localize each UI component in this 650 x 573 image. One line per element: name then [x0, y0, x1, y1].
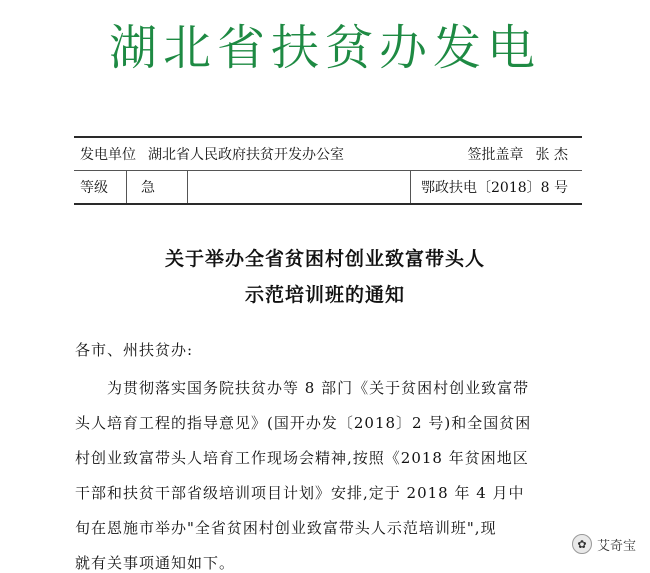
paw-icon: ✿	[572, 534, 592, 554]
watermark	[572, 534, 636, 554]
body-line: 村创业致富带头人培育工作现场会精神,按照《2018 年贫困地区	[75, 449, 529, 467]
priority-spacer	[187, 171, 410, 203]
document-title-line-1: 关于举办全省贫困村创业致富带头人	[164, 248, 485, 270]
telegram-header-title: 湖北省扶贫办发电	[108, 20, 541, 76]
body-line: 为贯彻落实国务院扶贫办等 8 部门《关于贫困村创业致富带	[107, 379, 530, 397]
signer-value: 张 杰	[535, 147, 568, 163]
signer-label: 签批盖章	[467, 147, 524, 163]
document-title-line-2: 示范培训班的通知	[244, 284, 405, 306]
body-line: 干部和扶贫干部省级培训项目计划》安排,定于 2018 年 4 月中	[75, 484, 525, 502]
metadata-table	[74, 136, 582, 205]
watermark-text: 艾奇宝	[596, 538, 636, 554]
body-line: 就有关事项通知如下。	[75, 554, 236, 572]
sender-label: 发电单位	[80, 147, 136, 163]
sender-value: 湖北省人民政府扶贫开发办公室	[148, 147, 344, 163]
salutation: 各市、州扶贫办:	[75, 341, 194, 359]
body-line: 旬在恩施市举办"全省贫困村创业致富带头人示范培训班",现	[75, 519, 497, 537]
document-number: 鄂政扶电〔2018〕8 号	[410, 171, 582, 203]
priority-value: 急	[126, 171, 187, 203]
priority-label: 等级	[80, 180, 108, 196]
body-line: 头人培育工程的指导意见》(国开办发〔2018〕2 号)和全国贫困	[75, 414, 532, 432]
metadata-row-sender	[74, 138, 582, 170]
metadata-row-priority	[74, 170, 582, 203]
